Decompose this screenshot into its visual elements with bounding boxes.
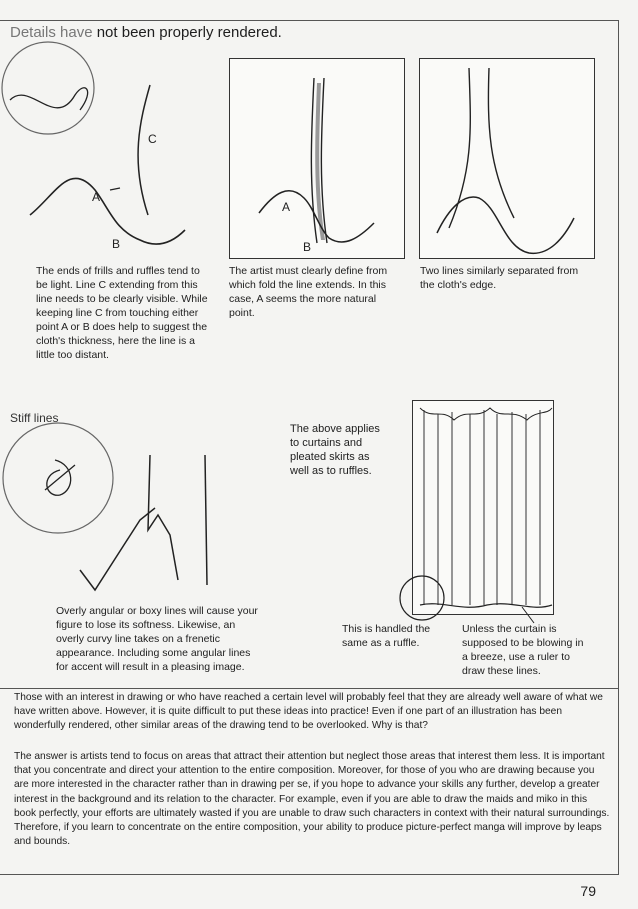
panel2-label-b: B — [303, 240, 312, 254]
heading-faded-text: Details have — [10, 24, 93, 41]
subheading-stiff-lines: Stiff lines — [10, 411, 59, 425]
page-number: 79 — [580, 883, 596, 899]
panel1-illustration — [0, 40, 215, 265]
caption-3: Two lines similarly separated from the cloth's edge. — [420, 265, 579, 291]
stiff-lines-illustration — [0, 420, 240, 600]
caption-1: The ends of frills and ruffles tend to be light. Line C extending from this line needs to be clearly visible. While keeping line C from touching either point A or B does help to suggest the cloth's thickness, here the line is a little too distant. — [36, 265, 208, 361]
caption-stiff-lines: Overly angular or boxy lines will cause your figure to lose its softness. Likewise, an overly curvy line takes on a frenetic appearance. Including some angular lines for accent will result in a pleasing image. — [56, 605, 258, 673]
curtain-callout-circle — [398, 574, 448, 624]
body-paragraph-2: The answer is artists tend to focus on areas that attract their attention but neglect those areas that interest them less. It is important that you concentrate and direct your attention to the entire composition. Moreover, for those of you who are drawing because you are more interested in the character rather than in drawing per se, if you hope to advance your skills any further, develop a greater interest in the background and its relation to the character. For example, even if you are able to draw the maids and miko in this book perfectly, your efforts are ultimately wasted if you are unable to draw such characters in context with their natural surroundings. Therefore, if you learn to concentrate on the entire composition, your ability to produce picture-perfect manga will improve by leaps and bounds. — [14, 751, 610, 848]
caption-curtain-ruler: Unless the curtain is supposed to be blowing in a breeze, use a ruler to draw these lines. — [462, 623, 584, 677]
panel3-illustration — [419, 58, 595, 259]
page-heading — [10, 24, 282, 41]
caption-handled-as-ruffle: This is handled the same as a ruffle. — [342, 623, 431, 649]
divider-top — [0, 688, 619, 689]
panel2-label-a: A — [282, 200, 291, 214]
heading-text: not been properly rendered. — [96, 24, 282, 41]
body-paragraph-1: Those with an interest in drawing or who have reached a certain level will probably feel that they are already well aware of what we have written above. However, it is quite difficult to put these ideas into practice! Even if one part of an illustration has been wonderfully rendered, other similar areas of the drawing tend to be overlooked. Why is that? — [14, 692, 603, 732]
caption-2: The artist must clearly define from which fold the line extends. In this case, A seems the more natural point. — [229, 265, 388, 319]
panel2-illustration — [229, 58, 405, 259]
note-above: The above applies to curtains and pleated skirts as well as to ruffles. — [290, 423, 380, 477]
panel1-label-a: A — [92, 190, 101, 204]
panel1-label-c: C — [148, 132, 157, 146]
panel1-label-b: B — [112, 237, 121, 251]
